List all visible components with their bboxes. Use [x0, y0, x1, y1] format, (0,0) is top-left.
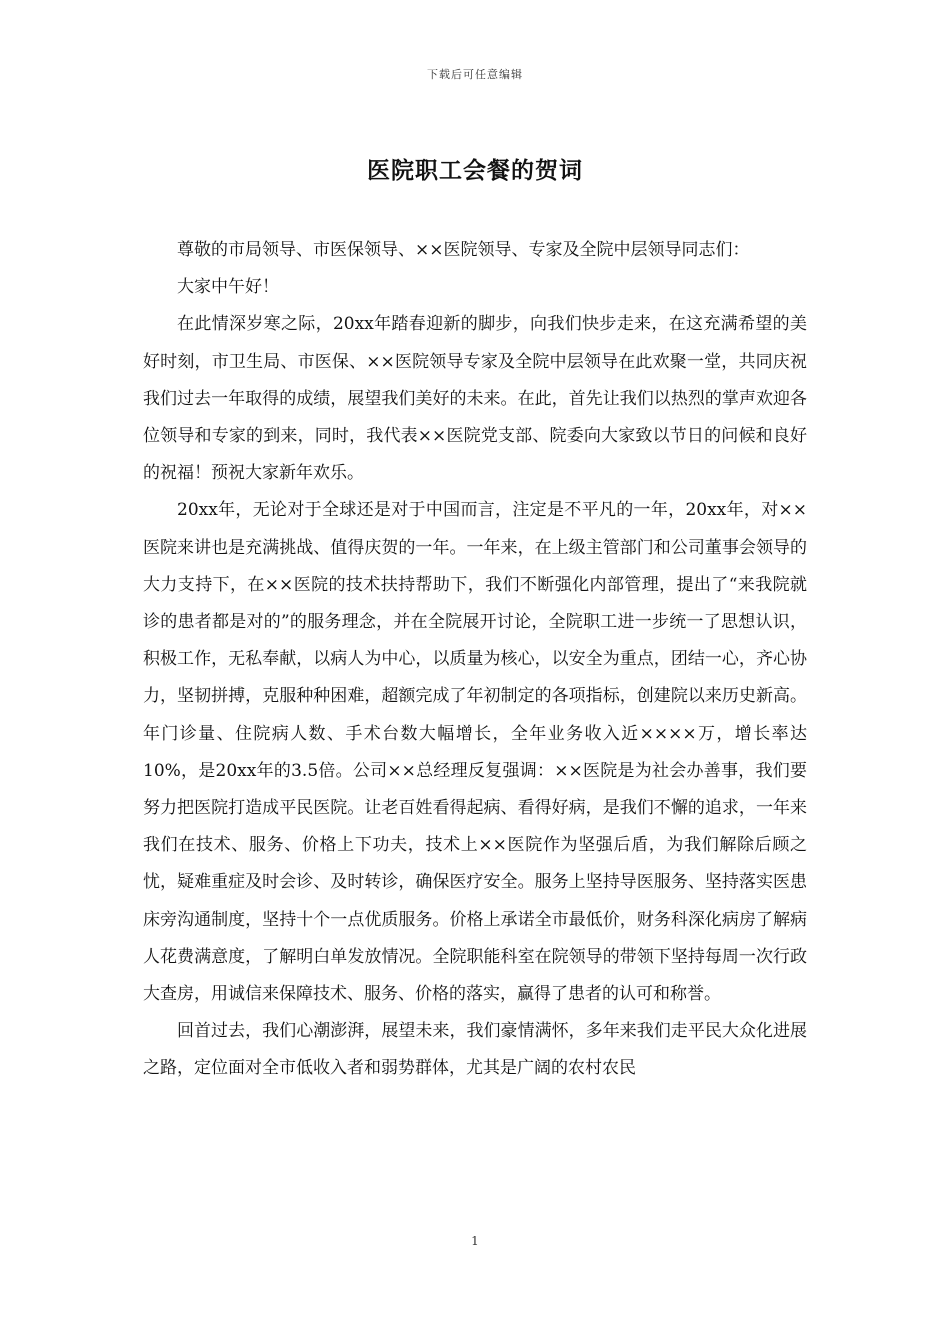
paragraph-salutation: 尊敬的市局领导、市医保领导、××医院领导、专家及全院中层领导同志们： — [177, 240, 750, 260]
header-note: 下载后可任意编辑 — [427, 68, 523, 81]
paragraph-welcome: 在此情深岁寒之际，20xx年踏春迎新的脚步，向我们快步走来，在这充满希望的美好时刻，市卫生局、市医保、××医院领导专家及全院中层领导在此欢聚一堂，共同庆祝我们过去一年取得的成绩，展望我们美好的未来。在此，首先让我们以热烈的掌声欢迎各位领导和专家的到来，同时，我代表××医院党支部、院委向大家致以节日的问候和良好的祝福！预祝大家新年欢乐。 — [143, 314, 807, 484]
document-title: 医院职工会餐的贺词 — [367, 157, 583, 184]
paragraph-greeting: 大家中午好！ — [177, 277, 279, 298]
page-number: 1 — [471, 1234, 479, 1248]
paragraph-outlook: 回首过去，我们心潮澎湃，展望未来，我们豪情满怀，多年来我们走平民大众化进展之路，定位面对全市低收入者和弱势群体，尤其是广阔的农村农民 — [143, 1021, 807, 1079]
paragraph-review: 20xx年，无论对于全球还是对于中国而言，注定是不平凡的一年，20xx年，对××医院来讲也是充满挑战、值得庆贺的一年。一年来，在上级主管部门和公司董事会领导的大力支持下，在××医院的技术扶持帮助下，我们不断强化内部管理，提出了“来我院就诊的患者都是对的”的服务理念，并在全院展开讨论，全院职工进一步统一了思想认识，积极工作，无私奉献，以病人为中心，以质量为核心，以安全为重点，团结一心，齐心协力，坚韧拼搏，克服种种困难，超额完成了年初制定的各项指标，创建院以来历史新高。年门诊量、住院病人数、手术台数大幅增长，全年业务收入近××××万，增长率达10%，是20xx年的3.5倍。公司××总经理反复强调：××医院是为社会办善事，我们要努力把医院打造成平民医院。让老百姓看得起病、看得好病，是我们不懈的追求，一年来我们在技术、服务、价格上下功夫，技术上××医院作为坚强后盾，为我们解除后顾之忧，疑难重症及时会诊、及时转诊，确保医疗安全。服务上坚持导医服务、坚持落实医患床旁沟通制度，坚持十个一点优质服务。价格上承诺全市最低价，财务科深化病房了解病人花费满意度，了解明白单发放情况。全院职能科室在院领导的带领下坚持每周一次行政大查房，用诚信来保障技术、服务、价格的落实，赢得了患者的认可和称誉。 — [143, 500, 807, 1005]
document-body — [143, 232, 807, 1088]
